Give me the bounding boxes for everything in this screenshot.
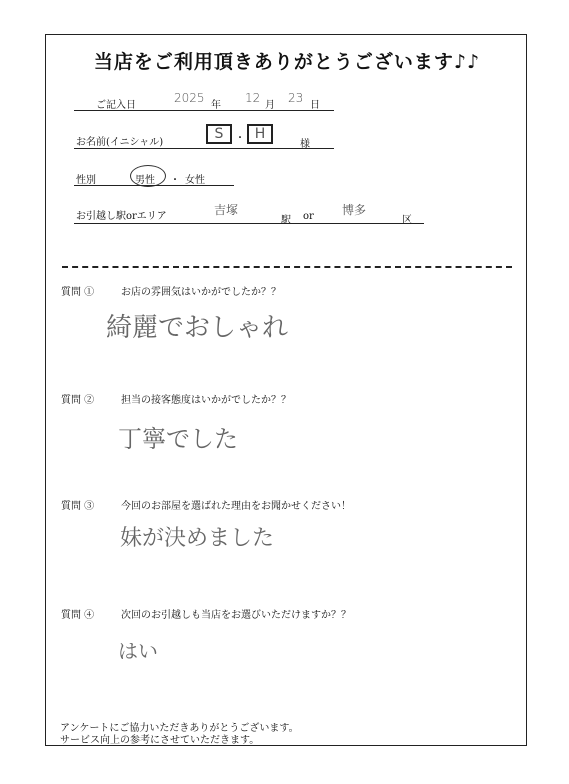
footer-note: サービス向上の参考にさせていただきます。	[60, 735, 260, 746]
ward-value[interactable]: 博多	[342, 203, 367, 217]
area-underline	[74, 223, 424, 224]
honorific: 様	[300, 139, 310, 150]
question-4-text: 次回のお引越しも当店をお選びいただけますか？？	[121, 610, 351, 621]
survey-title: 当店をご利用頂きありがとうございます♪♪	[93, 51, 481, 73]
question-2-number: 質問 ②	[61, 395, 95, 406]
gender-label: 性別	[76, 175, 96, 186]
gender-female-option[interactable]: 女性	[185, 175, 205, 186]
year-unit: 年	[211, 100, 221, 111]
initial-box-2[interactable]: H	[247, 124, 273, 144]
question-3-answer[interactable]: 妹が決めました	[120, 526, 275, 551]
date-underline	[74, 110, 334, 111]
name-label: お名前(イニシャル)	[76, 137, 164, 148]
initial-separator: ・	[235, 133, 245, 144]
name-underline	[74, 148, 334, 149]
date-year-value[interactable]: 2025	[174, 91, 205, 105]
question-3-text: 今回のお部屋を選ばれた理由をお聞かせください！	[121, 501, 351, 512]
survey-sheet	[45, 34, 527, 746]
gender-underline	[74, 185, 234, 186]
question-4-number: 質問 ④	[61, 610, 95, 621]
gender-separator: ・	[170, 175, 180, 186]
question-3-number: 質問 ③	[61, 501, 95, 512]
or-label: or	[303, 211, 314, 222]
question-1-text: お店の雰囲気はいかがでしたか？？	[121, 287, 281, 298]
footer-thanks: アンケートにご協力いただきありがとうございます。	[60, 723, 299, 734]
date-day-value[interactable]: 23	[288, 91, 304, 105]
ward-unit: 区	[402, 215, 412, 226]
area-label: お引越し駅orエリア	[76, 211, 167, 222]
question-4-answer[interactable]: はい	[118, 639, 158, 663]
initial-box-1[interactable]: S	[206, 124, 232, 144]
gender-male-option[interactable]: 男性	[135, 175, 155, 186]
question-2-text: 担当の接客態度はいかがでしたか？？	[121, 395, 291, 406]
day-unit: 日	[310, 100, 320, 111]
date-month-value[interactable]: 12	[245, 91, 261, 105]
station-unit: 駅	[281, 215, 291, 226]
gender-selected-circle	[130, 165, 166, 187]
date-label: ご記入日	[96, 100, 136, 111]
question-1-number: 質問 ①	[61, 287, 95, 298]
station-value[interactable]: 吉塚	[214, 203, 239, 217]
month-unit: 月	[265, 100, 275, 111]
question-1-answer[interactable]: 綺麗でおしゃれ	[106, 313, 289, 343]
section-divider	[62, 266, 512, 268]
question-2-answer[interactable]: 丁寧でした	[118, 425, 238, 453]
